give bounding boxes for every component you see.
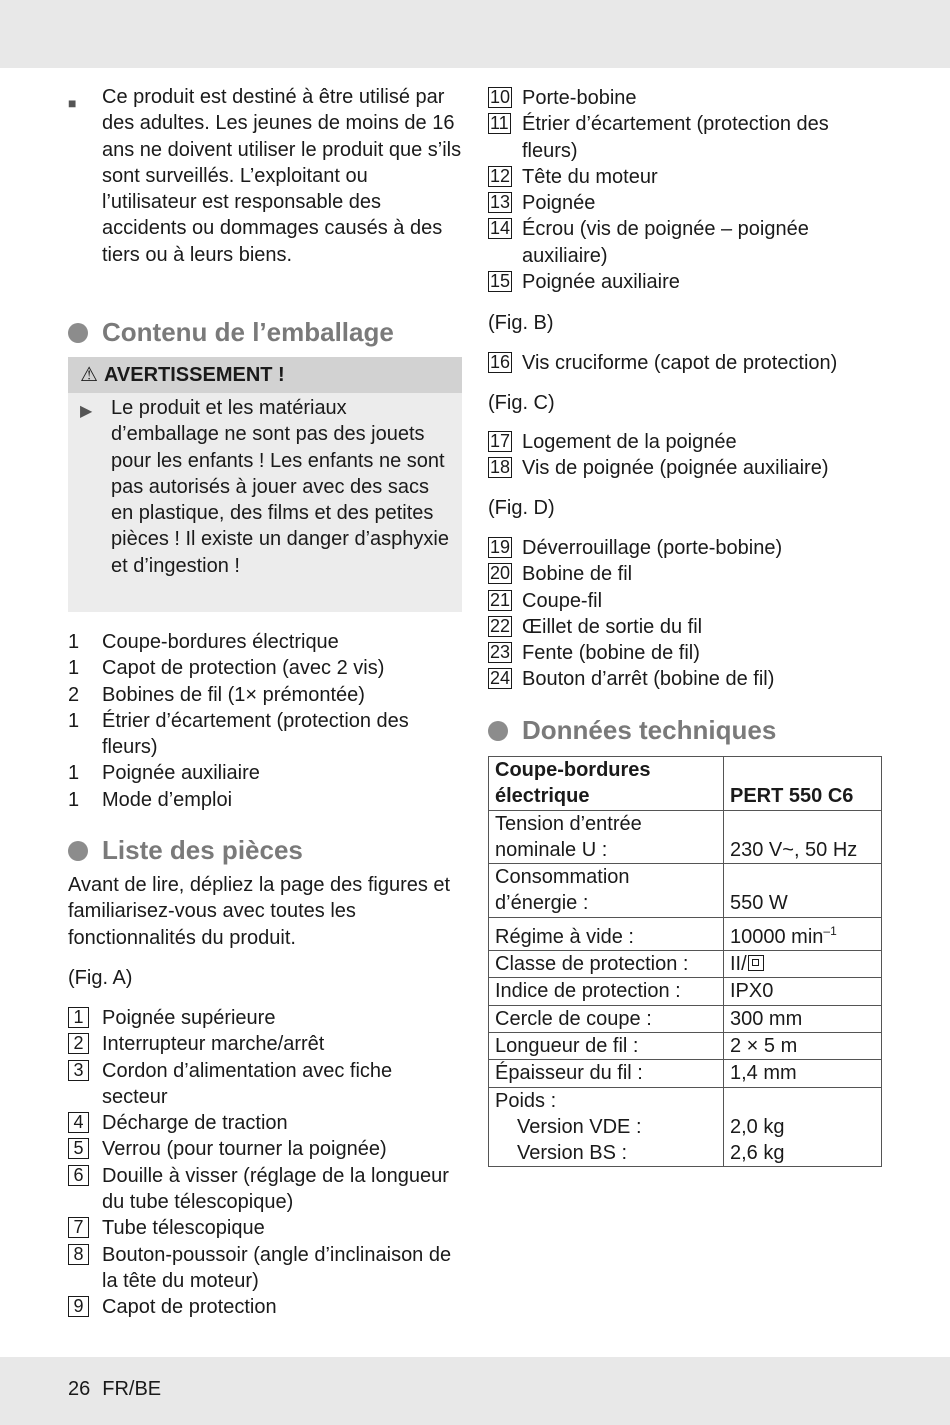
part-number-box: 12	[490, 165, 511, 186]
part-name: Déverrouillage (porte-bobine)	[522, 537, 783, 559]
list-item	[488, 429, 882, 455]
table-row	[489, 1032, 882, 1059]
circle-bullet-icon	[68, 323, 88, 343]
part-number-box: 8	[68, 1244, 89, 1265]
parts-list-a-continued	[488, 85, 882, 295]
part-number-box: 16	[490, 352, 511, 372]
intro-bullet	[68, 84, 462, 268]
pieces-intro: Avant de lire, dépliez la page des figures et familiarisez-vous avec toutes les fonctionnalités du produit.	[68, 874, 451, 949]
table-cell: 230 V~, 50 Hz	[724, 810, 882, 864]
quantity: 1	[68, 762, 80, 785]
part-number-box: 1	[68, 1007, 89, 1028]
warning-text: Le produit et les matériaux d’emballage ne sont pas des jouets pour les enfants ! Les enfants ne sont pas autorisés à jouer avec des sacs en plastique, des films et des petites pièces ! Il existe un danger d’asphyxie et d’ingestion !	[111, 397, 449, 577]
fig-c-label: (Fig. C)	[488, 392, 555, 414]
part-number-box: 18	[490, 457, 511, 478]
quantity: 1	[68, 657, 80, 680]
tech-specs-table	[488, 756, 882, 1167]
table-cell: 10000 $\min^{-1}$	[724, 917, 882, 950]
table-row	[489, 810, 882, 864]
quantity: 2	[68, 683, 80, 706]
fig-a-label: (Fig. A)	[68, 967, 133, 989]
part-name: Bouton d’arrêt (bobine de fil)	[522, 668, 775, 691]
part-name: Verrou (pour tourner la poignée)	[102, 1138, 387, 1161]
part-number-box: 24	[490, 668, 511, 689]
parts-list-c	[488, 429, 882, 482]
table-cell: 550 W	[724, 864, 882, 918]
part-name: Bouton-poussoir (angle d’inclinaison de la tête du moteur)	[102, 1243, 452, 1292]
part-number-box: 19	[490, 537, 511, 557]
list-item	[488, 535, 882, 561]
list-item	[68, 1242, 462, 1295]
quantity: 1	[68, 631, 80, 653]
list-item	[68, 1215, 462, 1241]
item-text: Bobines de fil (1× prémontée)	[102, 683, 365, 706]
part-name: Bobine de fil	[522, 563, 633, 586]
list-item	[68, 1110, 462, 1136]
list-item	[68, 1005, 462, 1031]
table-cell: 1,4 mm	[724, 1060, 882, 1087]
table-cell: 2,0 kg 2,6 kg	[724, 1087, 882, 1167]
part-number-box: 21	[490, 589, 511, 610]
circle-bullet-icon	[488, 721, 508, 741]
list-item	[68, 1136, 462, 1162]
warning-triangle-icon: ⚠	[80, 364, 98, 386]
parts-list-b	[488, 350, 882, 376]
list-item	[68, 1294, 462, 1320]
part-name: Interrupteur marche/arrêt	[102, 1033, 325, 1056]
section-heading-contenu: Contenu de l’emballage	[68, 316, 394, 348]
part-number-box: 2	[68, 1033, 89, 1054]
part-number-box: 9	[68, 1296, 89, 1317]
arrow-right-icon: ▶	[80, 403, 93, 420]
list-item	[488, 216, 882, 269]
table-cell: PERT 550 C6	[724, 757, 882, 811]
list-item	[488, 561, 882, 587]
list-item	[68, 1031, 462, 1057]
package-contents-list	[68, 629, 462, 813]
part-number-box: 23	[490, 642, 511, 663]
table-cell: Coupe-bordures électrique	[489, 757, 724, 811]
table-row	[489, 1005, 882, 1032]
item-text: Poignée auxiliaire	[102, 762, 260, 785]
list-item	[488, 455, 882, 481]
part-number-box: 15	[490, 271, 511, 292]
list-item	[68, 787, 462, 813]
header-band	[0, 0, 950, 68]
table-cell: Longueur de fil :	[489, 1032, 724, 1059]
table-row	[489, 1087, 882, 1167]
part-number-box: 20	[490, 563, 511, 584]
list-item	[488, 190, 882, 216]
part-number-box: 7	[68, 1217, 89, 1238]
fig-b-label: (Fig. B)	[488, 312, 554, 334]
table-cell: Régime à vide :	[489, 917, 724, 950]
part-name: Poignée auxiliaire	[522, 271, 680, 294]
part-name: Écrou (vis de poignée – poignée auxiliaire)	[522, 218, 809, 267]
table-cell: Épaisseur du fil :	[489, 1060, 724, 1087]
part-number-box: 3	[68, 1060, 89, 1081]
part-number-box: 6	[68, 1165, 89, 1186]
table-row	[489, 978, 882, 1005]
part-name: Coupe-fil	[522, 589, 603, 612]
quantity: 1	[68, 709, 80, 732]
part-name: Poignée	[522, 192, 596, 215]
part-number-box: 4	[68, 1112, 89, 1133]
warning-title: AVERTISSEMENT !	[103, 364, 285, 386]
list-item	[68, 682, 462, 708]
page-number: 26	[68, 1378, 91, 1400]
table-row	[489, 1060, 882, 1087]
part-number-box: 5	[68, 1138, 89, 1159]
circle-bullet-icon	[68, 841, 88, 861]
list-item	[488, 614, 882, 640]
part-name: Capot de protection	[102, 1296, 277, 1319]
intro-text: Ce produit est destiné à être utilisé par des adultes. Les jeunes de moins de 16 ans ne doivent utiliser le produit que s’ils sont surveillés. L’exploitant ou l’utilisateur est responsable des accidents ou dommages causés à des tiers ou à leurs biens.	[102, 86, 462, 266]
part-number-box: 22	[490, 615, 511, 636]
table-row	[489, 951, 882, 978]
part-name: Douille à visser (réglage de la longueur du tube télescopique)	[102, 1164, 449, 1214]
list-item	[68, 629, 462, 655]
table-cell: 300 mm	[724, 1005, 882, 1032]
quantity: 1	[68, 788, 80, 811]
table-row	[489, 757, 882, 811]
table-cell: Consommation d’énergie :	[489, 864, 724, 918]
list-item	[488, 269, 882, 295]
part-name: Porte-bobine	[522, 87, 637, 109]
table-cell: IPX0	[724, 978, 882, 1005]
part-number-box: 17	[490, 431, 511, 451]
list-item	[488, 640, 882, 666]
table-row	[489, 917, 882, 950]
item-text: Étrier d’écartement (protection des fleurs)	[102, 709, 409, 759]
list-item	[68, 708, 462, 761]
warning-header	[68, 357, 462, 393]
item-text: Mode d’emploi	[102, 788, 233, 811]
table-cell: II/	[724, 951, 882, 978]
warning-body	[68, 393, 462, 579]
table-cell: Cercle de coupe :	[489, 1005, 724, 1032]
part-number-box: 13	[490, 192, 511, 213]
part-number-box: 11	[490, 113, 509, 134]
list-item	[488, 111, 882, 164]
list-item	[68, 1058, 462, 1111]
item-text: Coupe-bordures électrique	[102, 631, 339, 653]
item-text: Capot de protection (avec 2 vis)	[102, 657, 385, 680]
part-name: Fente (bobine de fil)	[522, 642, 700, 665]
part-name: Tube télescopique	[102, 1217, 265, 1240]
part-name: Cordon d’alimentation avec fiche secteur	[102, 1059, 393, 1108]
fig-d-label: (Fig. D)	[488, 497, 555, 519]
list-item	[68, 760, 462, 786]
table-row	[489, 864, 882, 918]
table-cell: Poids : Version VDE : Version BS :	[489, 1087, 724, 1167]
parts-list-a	[68, 1005, 462, 1321]
part-name: Étrier d’écartement (protection des fleurs)	[522, 113, 829, 162]
part-name: Logement de la poignée	[522, 431, 737, 453]
superscript: –1	[823, 923, 837, 938]
list-item	[488, 85, 882, 111]
part-name: Vis cruciforme (capot de protection)	[522, 352, 838, 374]
double-insulation-icon	[748, 955, 764, 971]
list-item	[68, 1163, 462, 1216]
part-name: Décharge de traction	[102, 1112, 288, 1135]
list-item	[488, 350, 882, 376]
part-number-box: 14	[490, 218, 511, 239]
list-item	[488, 164, 882, 190]
language-code: FR/BE	[102, 1378, 162, 1400]
section-heading-tech: Données techniques	[488, 714, 776, 746]
table-cell: 2 × 5 m	[724, 1032, 882, 1059]
parts-list-d	[488, 535, 882, 693]
table-cell: Tension d’entrée nominale U :	[489, 810, 724, 864]
table-cell: Classe de protection :	[489, 951, 724, 978]
page-footer	[68, 1378, 161, 1401]
section-heading-pieces: Liste des pièces	[68, 834, 303, 866]
list-item	[68, 655, 462, 681]
list-item	[488, 588, 882, 614]
warning-box	[68, 357, 462, 612]
list-item	[488, 666, 882, 692]
table-cell: Indice de protection :	[489, 978, 724, 1005]
part-name: Tête du moteur	[522, 165, 658, 188]
part-name: Poignée supérieure	[102, 1007, 276, 1029]
part-number-box: 10	[490, 87, 511, 107]
part-name: Œillet de sortie du fil	[522, 615, 703, 638]
square-bullet-icon: ■	[68, 95, 77, 111]
part-name: Vis de poignée (poignée auxiliaire)	[522, 457, 829, 480]
